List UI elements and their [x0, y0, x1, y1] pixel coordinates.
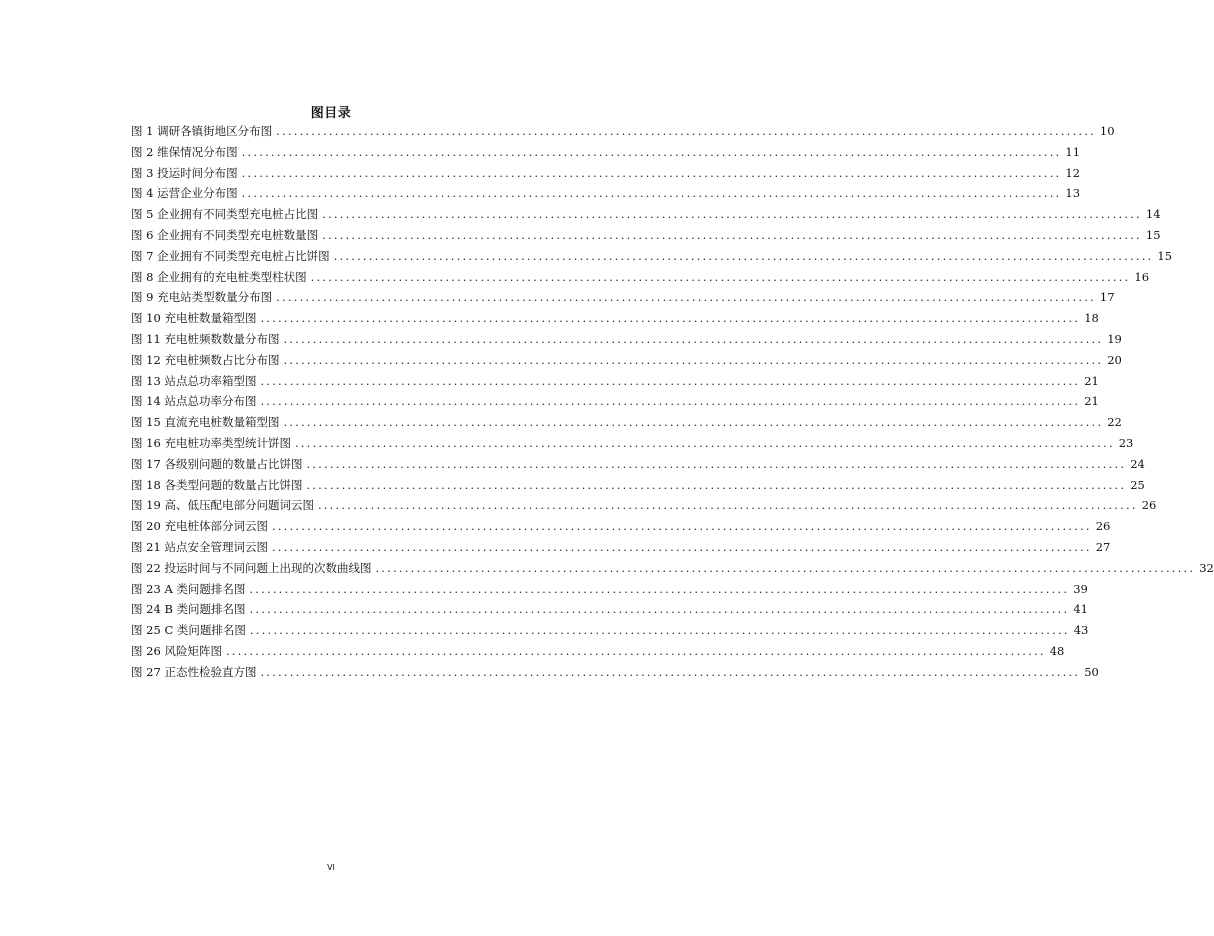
toc-entry-page: 48 [1049, 643, 1065, 658]
dot-leader: ............................................................................................................................................ [310, 269, 1131, 284]
toc-entry-label: 图 5 企业拥有不同类型充电桩占比图 [131, 207, 319, 222]
toc-entry-label: 图 9 充电站类型数量分布图 [131, 290, 273, 305]
toc-entry[interactable] [131, 204, 1161, 225]
dot-leader: ............................................................................................................................................ [260, 373, 1081, 388]
toc-entry-label: 图 22 投运时间与不同问题上出现的次数曲线图 [131, 560, 372, 575]
toc-entry-label: 图 27 正态性检验直方图 [131, 664, 257, 679]
toc-entry-page: 19 [1107, 331, 1122, 346]
toc-entry[interactable] [131, 371, 1099, 392]
toc-entry-page: 11 [1065, 144, 1081, 159]
toc-entry[interactable] [131, 641, 1065, 662]
toc-entry-label: 图 4 运营企业分布图 [131, 186, 238, 201]
toc-entry-label: 图 11 充电桩频数数量分布图 [131, 331, 280, 346]
toc-entry-page: 23 [1118, 435, 1134, 450]
toc-entry-page: 16 [1134, 269, 1150, 284]
toc-entry-page: 32 [1199, 560, 1214, 575]
toc-entry-label: 图 21 站点安全管理词云图 [131, 539, 268, 554]
dot-leader: ............................................................................................................................................ [276, 290, 1096, 305]
toc-entry-page: 21 [1084, 394, 1099, 409]
toc-entry[interactable] [131, 495, 1157, 516]
toc-entry-page: 39 [1073, 581, 1088, 596]
toc-entry-label: 图 16 充电桩功率类型统计饼图 [131, 435, 291, 450]
toc-entry[interactable] [131, 142, 1081, 163]
toc-entry-page: 25 [1130, 477, 1145, 492]
toc-entry-label: 图 14 站点总功率分布图 [131, 394, 257, 409]
dot-leader: ............................................................................................................................................ [260, 664, 1081, 679]
toc-entry-page: 17 [1099, 290, 1115, 305]
toc-entry[interactable] [131, 246, 1173, 267]
dot-leader: ............................................................................................................................................ [294, 435, 1115, 450]
toc-entry-label: 图 24 B 类问题排名图 [131, 602, 246, 617]
toc-entry[interactable] [131, 163, 1081, 184]
dot-leader: ............................................................................................................................................ [241, 165, 1062, 180]
dot-leader: ............................................................................................................................................ [322, 207, 1142, 222]
page-number: VI [327, 863, 335, 872]
dot-leader: ............................................................................................................................................ [241, 186, 1062, 201]
toc-entry-label: 图 12 充电桩频数占比分布图 [131, 352, 280, 367]
toc-entry-label: 图 6 企业拥有不同类型充电桩数量图 [131, 227, 319, 242]
toc-entry[interactable] [131, 391, 1099, 412]
toc-entry-label: 图 1 调研各镇街地区分布图 [131, 124, 273, 138]
toc-entry-page: 14 [1145, 207, 1161, 222]
figure-list [131, 121, 1214, 683]
toc-entry-page: 10 [1099, 124, 1115, 138]
toc-entry-page: 21 [1084, 373, 1099, 388]
toc-entry-label: 图 18 各类型问题的数量占比饼图 [131, 477, 303, 492]
toc-entry-label: 图 15 直流充电桩数量箱型图 [131, 415, 280, 430]
toc-entry[interactable] [131, 516, 1111, 537]
dot-leader: ............................................................................................................................................ [249, 581, 1070, 596]
toc-entry-label: 图 17 各级别问题的数量占比饼图 [131, 456, 303, 471]
toc-entry-page: 50 [1084, 664, 1099, 679]
toc-entry-label: 图 20 充电桩体部分词云图 [131, 519, 268, 534]
toc-entry-page: 15 [1157, 248, 1173, 263]
toc-entry[interactable] [131, 558, 1214, 579]
dot-leader: ............................................................................................................................................ [276, 124, 1096, 138]
dot-leader: ............................................................................................................................................ [375, 560, 1196, 575]
page-title: 图目录 [310, 106, 352, 121]
dot-leader: ............................................................................................................................................ [225, 643, 1046, 658]
toc-entry-page: 26 [1141, 498, 1157, 513]
dot-leader: ............................................................................................................................................ [249, 623, 1070, 638]
dot-leader: ............................................................................................................................................ [333, 248, 1154, 263]
toc-entry[interactable] [131, 225, 1161, 246]
toc-entry-page: 43 [1073, 623, 1089, 638]
toc-entry[interactable] [131, 662, 1099, 683]
toc-entry-page: 26 [1095, 519, 1111, 534]
toc-entry-label: 图 23 A 类问题排名图 [131, 581, 246, 596]
toc-entry-page: 13 [1065, 186, 1081, 201]
toc-entry-label: 图 13 站点总功率箱型图 [131, 373, 257, 388]
toc-entry-page: 20 [1107, 352, 1122, 367]
dot-leader: ............................................................................................................................................ [306, 477, 1127, 492]
toc-entry[interactable] [131, 121, 1115, 142]
toc-entry-label: 图 8 企业拥有的充电桩类型柱状图 [131, 269, 307, 284]
toc-entry-label: 图 7 企业拥有不同类型充电桩占比饼图 [131, 248, 330, 263]
toc-entry-page: 18 [1084, 311, 1099, 326]
dot-leader: ............................................................................................................................................ [317, 498, 1138, 513]
toc-entry[interactable] [131, 412, 1122, 433]
toc-entry[interactable] [131, 475, 1145, 496]
dot-leader: ............................................................................................................................................ [306, 456, 1127, 471]
dot-leader: ............................................................................................................................................ [283, 415, 1104, 430]
toc-entry[interactable] [131, 350, 1122, 371]
toc-entry-page: 27 [1095, 539, 1111, 554]
toc-entry[interactable] [131, 287, 1115, 308]
toc-entry[interactable] [131, 433, 1134, 454]
toc-entry[interactable] [131, 308, 1099, 329]
toc-entry-label: 图 19 高、低压配电部分问题词云图 [131, 498, 314, 513]
toc-entry[interactable] [131, 599, 1088, 620]
dot-leader: ............................................................................................................................................ [241, 144, 1062, 159]
dot-leader: ............................................................................................................................................ [322, 227, 1142, 242]
toc-entry[interactable] [131, 454, 1145, 475]
toc-entry-label: 图 26 风险矩阵图 [131, 643, 222, 658]
toc-entry[interactable] [131, 579, 1088, 600]
dot-leader: ............................................................................................................................................ [283, 352, 1104, 367]
toc-entry[interactable] [131, 329, 1122, 350]
toc-entry-page: 15 [1145, 227, 1161, 242]
toc-entry-page: 41 [1073, 602, 1088, 617]
toc-entry-label: 图 2 维保情况分布图 [131, 144, 238, 159]
toc-entry[interactable] [131, 267, 1150, 288]
toc-entry-page: 24 [1130, 456, 1145, 471]
toc-entry[interactable] [131, 537, 1111, 558]
dot-leader: ............................................................................................................................................ [283, 331, 1104, 346]
dot-leader: ............................................................................................................................................ [260, 311, 1081, 326]
toc-entry-label: 图 25 C 类问题排名图 [131, 623, 246, 638]
toc-entry-label: 图 10 充电桩数量箱型图 [131, 311, 257, 326]
toc-entry-page: 22 [1107, 415, 1122, 430]
dot-leader: ............................................................................................................................................ [271, 539, 1092, 554]
toc-entry[interactable] [131, 183, 1081, 204]
dot-leader: ............................................................................................................................................ [249, 602, 1070, 617]
toc-entry-page: 12 [1065, 165, 1081, 180]
dot-leader: ............................................................................................................................................ [271, 519, 1092, 534]
toc-entry-label: 图 3 投运时间分布图 [131, 165, 238, 180]
toc-entry[interactable] [131, 620, 1089, 641]
dot-leader: ............................................................................................................................................ [260, 394, 1081, 409]
